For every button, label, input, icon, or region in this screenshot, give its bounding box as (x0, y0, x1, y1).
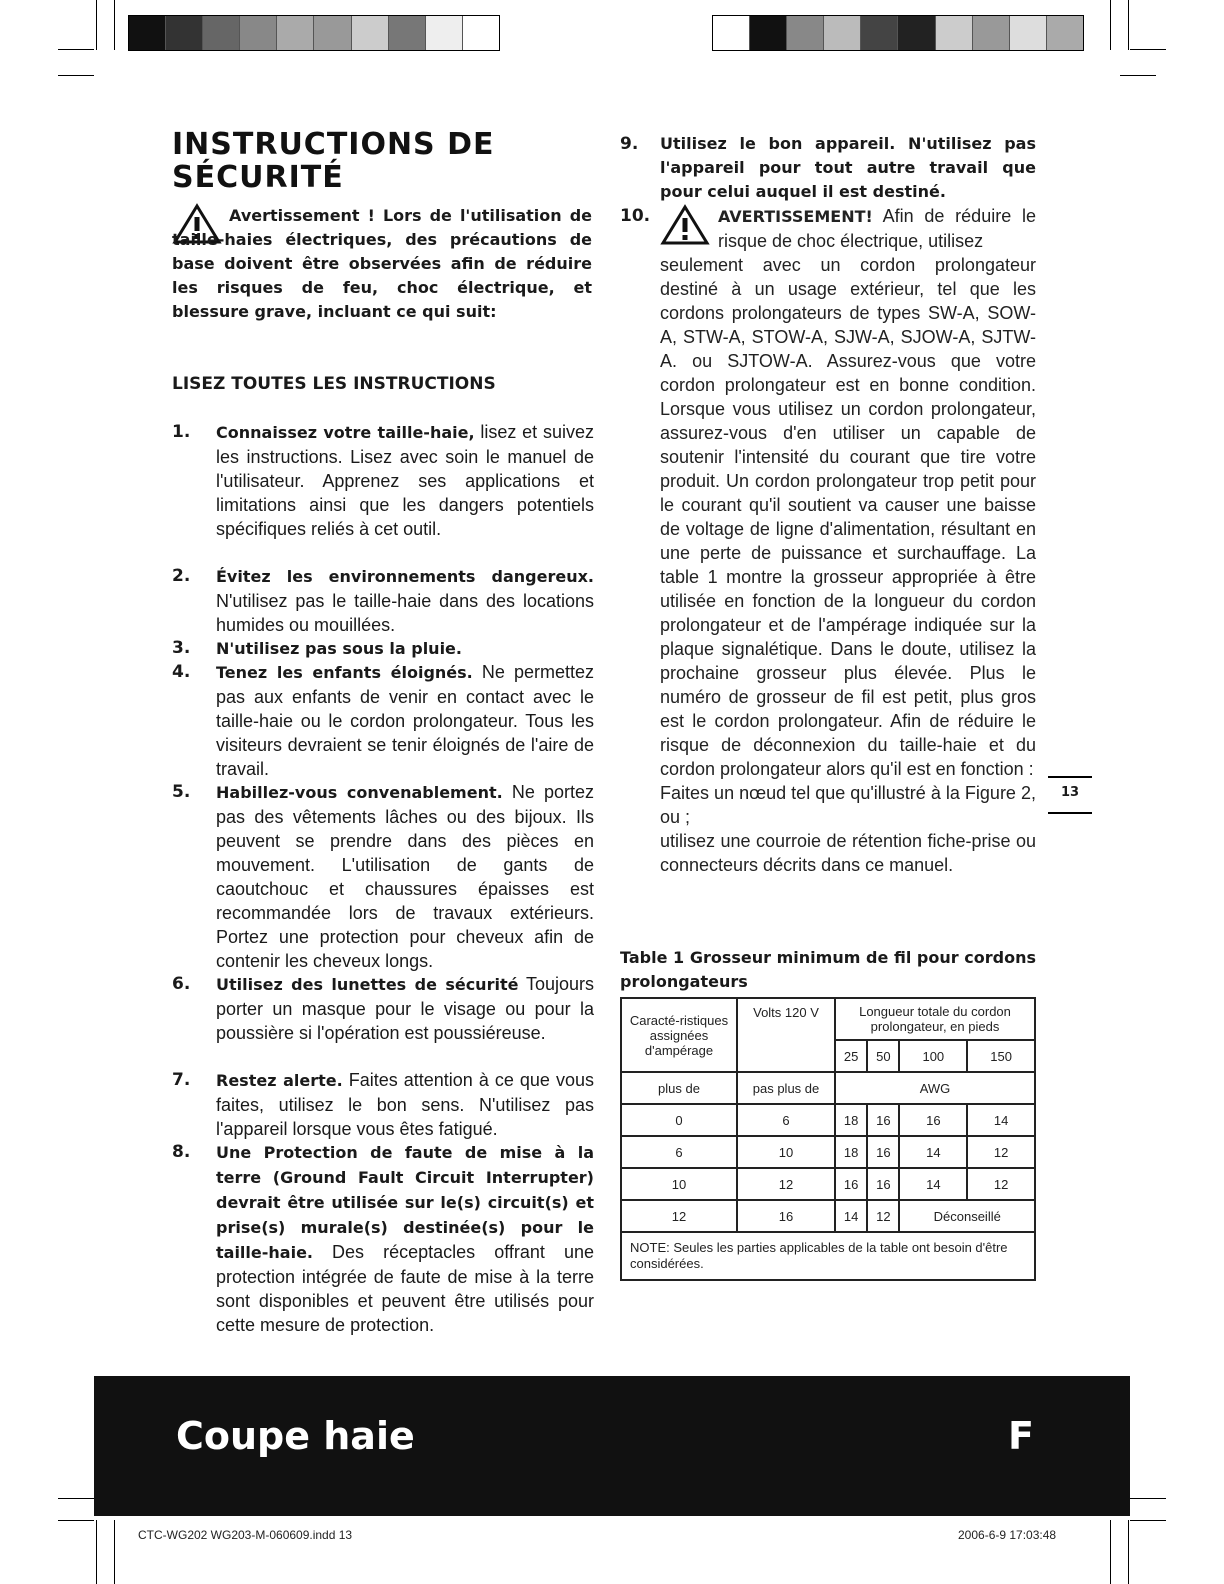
table-caption: Table 1 Grosseur minimum de fil pour cordons prolongateurs (620, 948, 1036, 991)
crop-mark (1130, 49, 1166, 50)
crop-mark (58, 75, 94, 76)
table-header-len-50: 50 (867, 1040, 899, 1072)
item10-sub2: utilisez une courroie de rétention fiche-prise ou connecteurs décrits dans ce manuel. (660, 831, 1036, 875)
table-header-awg: AWG (835, 1072, 1035, 1104)
table-note: NOTE: Seules les parties applicables de la table ont besoin d'être considérées. (621, 1232, 1035, 1280)
crop-mark (114, 0, 115, 50)
table-cell: Déconseillé (899, 1200, 1035, 1232)
crop-mark (96, 1520, 97, 1584)
table-cell: 6 (621, 1136, 737, 1168)
table-row (621, 1104, 1035, 1136)
item-number: 2. (172, 566, 191, 586)
table-header-more: plus de (621, 1072, 737, 1104)
crop-mark (96, 0, 97, 50)
table-cell: 12 (967, 1136, 1035, 1168)
item-number: 5. (172, 782, 191, 802)
table-cell: 10 (621, 1168, 737, 1200)
table-cell: 16 (899, 1104, 967, 1136)
crop-mark (1128, 0, 1129, 50)
table-header-len-100: 100 (899, 1040, 967, 1072)
table-cell: 14 (899, 1168, 967, 1200)
list-item-6 (172, 972, 594, 1045)
item-text: N'utilisez pas le taille-haie dans des locations humides ou mouillées. (216, 591, 594, 635)
crop-mark (1110, 0, 1111, 50)
crop-mark (1130, 1498, 1166, 1499)
crop-mark (1120, 75, 1156, 76)
table-cell: 14 (835, 1200, 867, 1232)
table-cell: 16 (737, 1200, 835, 1232)
crop-mark (1128, 1520, 1129, 1584)
item-heading: AVERTISSEMENT! (718, 207, 873, 226)
item-text: Ne portez pas des vêtements lâches ou des bijoux. Ils peuvent se prendre dans des pièces en mouvement. L'utilisation de gants de caoutchouc et chaussures épaisses est recommandée lors de travaux extérieurs. Portez une protection pour cheveux afin de contenir les cheveux longs. (216, 782, 594, 971)
list-item-3 (172, 636, 594, 661)
color-bar-right (712, 15, 1084, 51)
item-number: 8. (172, 1142, 191, 1162)
item-number: 3. (172, 638, 191, 658)
table-header-length: Longueur totale du cordon prolongateur, en pieds (835, 998, 1035, 1040)
item-heading: Utilisez des lunettes de sécurité (216, 975, 519, 994)
warning-triangle-icon (660, 204, 710, 246)
item-heading: Tenez les enfants éloignés. (216, 663, 473, 682)
table-cell: 18 (835, 1136, 867, 1168)
item-heading: Restez alerte. (216, 1071, 343, 1090)
table-cell: 16 (867, 1168, 899, 1200)
table-cell: 14 (899, 1136, 967, 1168)
list-item-8 (172, 1140, 594, 1337)
table-row (621, 1136, 1035, 1168)
wire-gauge-table (620, 997, 1036, 1281)
warning-intro-text: Avertissement ! Lors de l'utilisation de taille-haies électriques, des précautions de base doivent être observées afin de réduire les risques de feu, choc électrique, et blessure grave, incluant ce qui suit: (172, 206, 592, 321)
item10-sub1: Faites un nœud tel que qu'illustré à la Figure 2, ou ; (660, 783, 1036, 827)
table-cell: 16 (867, 1104, 899, 1136)
item10-lead-text: Afin de réduire le risque de choc électrique, utilisez (718, 206, 1036, 251)
section-title (172, 128, 592, 194)
item-number: 9. (620, 134, 639, 154)
table-header-len-25: 25 (835, 1040, 867, 1072)
item-heading: Utilisez le bon appareil. N'utilisez pas l'appareil pour tout autre travail que pour celui auquel il est destiné. (660, 134, 1036, 201)
table-cell: 12 (621, 1200, 737, 1232)
item10-body: seulement avec un cordon prolongateur destiné à un usage extérieur, tel que les cordons prolongateurs de types SW-A, SOW-A, STW-A, STOW-A, SJW-A, SJOW-A, SJTW-A. ou SJTOW-A. Assurez-vous que votre cordon prolongateur est en bonne condition. Lorsque vous utilisez un cordon prolongateur, assurez-vous d'en utiliser un capable de soutenir l'intensité du courant que tire votre produit. Un cordon prolongateur trop petit pour le courant qu'il soutient va causer une baisse de voltage de ligne d'alimentation, résultant en une perte de puissance et surchauffage. La table 1 montre la grosseur appropriée à être utilisée en fonction de la longueur du cordon prolongateur et de l'ampérage indiquée sur la plaque signalétique. Dans le doute, utilisez la prochaine grosseur plus élevée. Plus le numéro de grosseur de fil est petit, plus gros est le cordon prolongateur. Afin de réduire le risque de déconnexion du taille-haie et du cordon prolongateur alors qu'il est en fonction : (660, 255, 1036, 779)
list-item-4 (172, 660, 594, 781)
item-heading: Évitez les environnements dangereux. (216, 567, 594, 586)
item-heading: Habillez-vous convenablement. (216, 783, 503, 802)
crop-mark (1110, 1520, 1111, 1584)
list-item-1 (172, 420, 594, 541)
item-text: Toujours porter un masque pour le visage ou pour la poussière si l'opération est poussiéreuse. (216, 974, 594, 1043)
item-number: 7. (172, 1070, 191, 1090)
page-number: 13 (1060, 785, 1080, 800)
table-row (621, 1200, 1035, 1232)
page-number-rule (1048, 776, 1092, 778)
item-heading: Connaissez votre taille-haie, (216, 423, 475, 442)
table-cell: 10 (737, 1136, 835, 1168)
slug-date: 2006-6-9 17:03:48 (958, 1528, 1057, 1542)
table-cell: 12 (867, 1200, 899, 1232)
table-row (621, 1168, 1035, 1200)
crop-mark (114, 1520, 115, 1584)
crop-mark (58, 49, 94, 50)
item-text: lisez et suivez les instructions. Lisez avec soin le manuel de l'utilisateur. Apprenez ses applications et limitations ainsi que les dangers potentiels spécifiques reliés à cet outil. (216, 422, 595, 539)
table-cell: 12 (967, 1168, 1035, 1200)
footer-title: Coupe haie (176, 1414, 415, 1458)
table-cell: 12 (737, 1168, 835, 1200)
table-header-rating: Caracté-ristiques assignées d'ampérage (621, 998, 737, 1072)
list-item-10 (620, 204, 1036, 877)
item-number: 6. (172, 974, 191, 994)
crop-mark (58, 1498, 94, 1499)
table-header-notmore: pas plus de (737, 1072, 835, 1104)
item-text: Des réceptacles offrant une protection intégrée de faute de mise à la terre sont disponibles et peuvent être utilisés pour cette mesure de protection. (216, 1242, 594, 1335)
list-item-9 (620, 132, 1036, 204)
section-title-line1: INSTRUCTIONS DE (172, 127, 495, 162)
item-heading: Une Protection de faute de mise à la terre (Ground Fault Circuit Interrupter) devrait être utilisée sur le(s) circuit(s) et prise(s) murale(s) destinée(s) pour le taille-haie. (216, 1143, 594, 1262)
table-cell: 16 (867, 1136, 899, 1168)
table-cell: 6 (737, 1104, 835, 1136)
crop-mark (58, 1520, 94, 1521)
warning-intro (172, 204, 592, 324)
footer-letter: F (1008, 1414, 1034, 1458)
item-text: Ne permettez pas aux enfants de venir en contact avec le taille-haie ou le cordon prolongateur. Tous les visiteurs devraient se tenir éloignés de l'aire de travail. (216, 662, 595, 779)
page-number-rule (1048, 812, 1092, 814)
list-item-7 (172, 1068, 594, 1141)
section-title-line2: SÉCURITÉ (172, 160, 344, 195)
item-number: 1. (172, 422, 191, 442)
table-header-volts: Volts 120 V (737, 998, 835, 1072)
table-cell: 18 (835, 1104, 867, 1136)
list-item-2 (172, 564, 594, 637)
item-number: 4. (172, 662, 191, 682)
item10-lead (718, 204, 1036, 253)
table-cell: 16 (835, 1168, 867, 1200)
table-cell: 14 (967, 1104, 1035, 1136)
item-heading: N'utilisez pas sous la pluie. (216, 639, 462, 658)
table-cell: 0 (621, 1104, 737, 1136)
slug-file: CTC-WG202 WG203-M-060609.indd 13 (138, 1528, 353, 1542)
item-text: Faites attention à ce que vous faites, utilisez le bon sens. N'utilisez pas l'appareil lorsque vous êtes fatigué. (216, 1070, 594, 1139)
table-header-len-150: 150 (967, 1040, 1035, 1072)
crop-mark (1130, 1520, 1166, 1521)
item-number: 10. (620, 206, 651, 226)
color-bar-left (128, 15, 500, 51)
read-all-heading: LISEZ TOUTES LES INSTRUCTIONS (172, 374, 496, 394)
list-item-5 (172, 780, 594, 973)
